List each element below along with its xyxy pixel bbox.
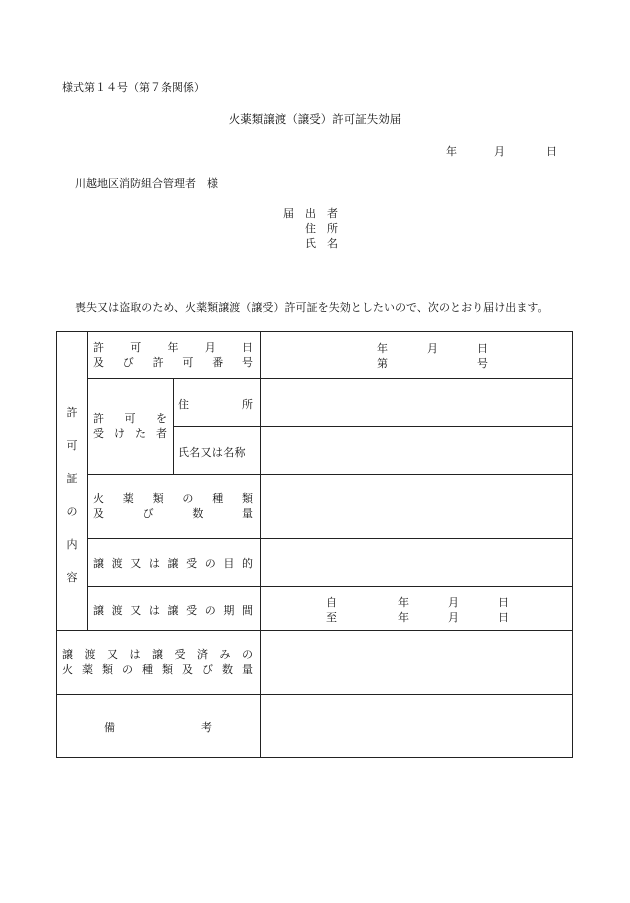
permit-contents-side-label: 許 可 証 の 内 容 xyxy=(66,406,78,584)
permit-date-number-label: 許 可 年 月 日 及 び 許 可 番 号 xyxy=(93,341,253,369)
page-title: 火薬類譲渡（譲受）許可証失効届 xyxy=(228,112,402,126)
notifier-label: 届 出 者 xyxy=(283,207,338,220)
name-label: 氏名又は名称 xyxy=(178,446,246,459)
period-from: 自 年 月 日 xyxy=(326,596,509,609)
address-label: 住 所 xyxy=(178,398,253,411)
addressee: 川越地区消防組合管理者 様 xyxy=(75,177,218,190)
permit-date-value: 年 月 日 xyxy=(377,342,488,355)
date-month: 月 xyxy=(494,145,505,158)
period-label: 譲 渡 又 は 譲 受 の 期 間 xyxy=(93,604,253,617)
completed-transfer-label: 譲 渡 又 は 譲 受 済 み の 火 薬 類 の 種 類 及 び 数 量 xyxy=(62,648,253,676)
recipient-label: 許 可 を 受 け た 者 xyxy=(93,412,167,440)
purpose-label: 譲 渡 又 は 譲 受 の 目 的 xyxy=(93,557,253,570)
period-to: 至 年 月 日 xyxy=(326,611,509,624)
notifier-address-label: 住 所 xyxy=(305,222,338,235)
permit-table xyxy=(56,331,573,758)
submission-date xyxy=(446,143,557,159)
form-number: 様式第１４号（第７条関係） xyxy=(62,81,205,94)
statement: 喪失又は盗取のため、火薬類譲渡（譲受）許可証を失効としたいので、次のとおり届け出ます。 xyxy=(75,301,549,314)
explosive-type-quantity-label: 火 薬 類 の 種 類 及 び 数 量 xyxy=(93,492,253,520)
permit-number-value: 第 号 xyxy=(377,357,488,370)
notifier-name-label: 氏 名 xyxy=(305,237,338,250)
notifier-block xyxy=(283,206,338,251)
date-day: 日 xyxy=(546,145,557,158)
date-year: 年 xyxy=(446,145,457,158)
remarks-label: 備 考 xyxy=(104,721,212,734)
